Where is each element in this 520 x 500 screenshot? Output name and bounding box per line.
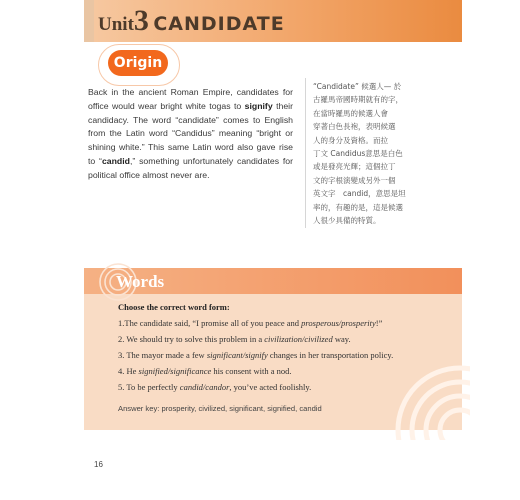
words-title: Words: [116, 272, 165, 291]
zh-line: 古羅馬帝國時期就有的字，: [313, 95, 403, 105]
item-text: 4. He: [118, 366, 139, 376]
origin-en-part3: ,” something unfortunately candidates for political office almost never are.: [88, 155, 293, 180]
exercise-instruction: Choose the correct word form:: [118, 302, 230, 312]
zh-line: 穿著白色長袍，表明候選: [313, 122, 396, 132]
exercise-item: [118, 366, 292, 376]
origin-chinese-text: [313, 80, 443, 227]
exercise-item: [118, 334, 351, 344]
unit-name: CANDIDATE: [153, 13, 285, 35]
item-text: way.: [332, 334, 351, 344]
item-options: significant/signify: [206, 350, 268, 360]
origin-english-text: [88, 86, 293, 183]
zh-line: “Candidate” 候選人— 於: [313, 82, 402, 91]
exercise-item: [118, 382, 311, 392]
zh-line: 英文字 candid，意思是坦: [313, 189, 406, 199]
header-tab: [84, 0, 94, 42]
unit-title: [98, 4, 285, 37]
big-rings-decoration: [370, 350, 470, 440]
item-options: civilization/civilized: [264, 334, 333, 344]
item-text: 5. To be perfectly: [118, 382, 180, 392]
item-text: 1.The candidate said, “I promise all of you peace and: [118, 318, 302, 328]
item-options: signified/significance: [138, 366, 212, 376]
zh-line: 丁文 Candidus意思是白色: [313, 149, 403, 159]
item-text: !”: [375, 318, 383, 328]
origin-badge-label: Origin: [113, 55, 163, 71]
item-text: , you’ve acted foolishly.: [229, 382, 312, 392]
zh-line: 率的，有趣的是，這是候選: [313, 202, 403, 212]
origin-en-bold-candid: candid: [101, 155, 130, 166]
zh-line: 文的字根演變成另外一個: [313, 175, 396, 185]
exercise-item: [118, 350, 393, 360]
origin-en-bold-signify: signify: [244, 100, 273, 111]
column-divider: [305, 78, 306, 228]
item-text: changes in her transportation policy.: [267, 350, 394, 360]
unit-word: Unit: [98, 14, 134, 35]
zh-line: 在當時羅馬的候選人會: [313, 108, 388, 118]
origin-en-part1: Back in the ancient Roman Empire, candidates for office would wear bright white togas to: [88, 87, 293, 111]
origin-en-part2: their candidacy. The word “candidate” comes to English from the Latin word “Candidus” meaning “bright or shining white.” This same Latin word also gave rise to “: [88, 100, 293, 166]
zh-line: 人的身分及資格。而拉: [313, 135, 388, 145]
item-text: his consent with a nod.: [211, 366, 292, 376]
item-options: candid/candor: [179, 382, 230, 392]
page-number: 16: [94, 460, 103, 469]
answer-key: Answer key: prosperity, civilized, significant, signified, candid: [118, 404, 322, 413]
item-options: prosperous/prosperity: [301, 318, 376, 328]
zh-line: 或是發亮光輝；這個拉丁: [313, 162, 396, 172]
item-text: 3. The mayor made a few: [118, 350, 207, 360]
unit-number: 3: [133, 4, 149, 37]
zh-line: 人很少具備的特質。: [313, 216, 381, 226]
origin-badge: [108, 50, 168, 76]
item-text: 2. We should try to solve this problem in a: [118, 334, 265, 344]
exercise-item: [118, 318, 382, 328]
